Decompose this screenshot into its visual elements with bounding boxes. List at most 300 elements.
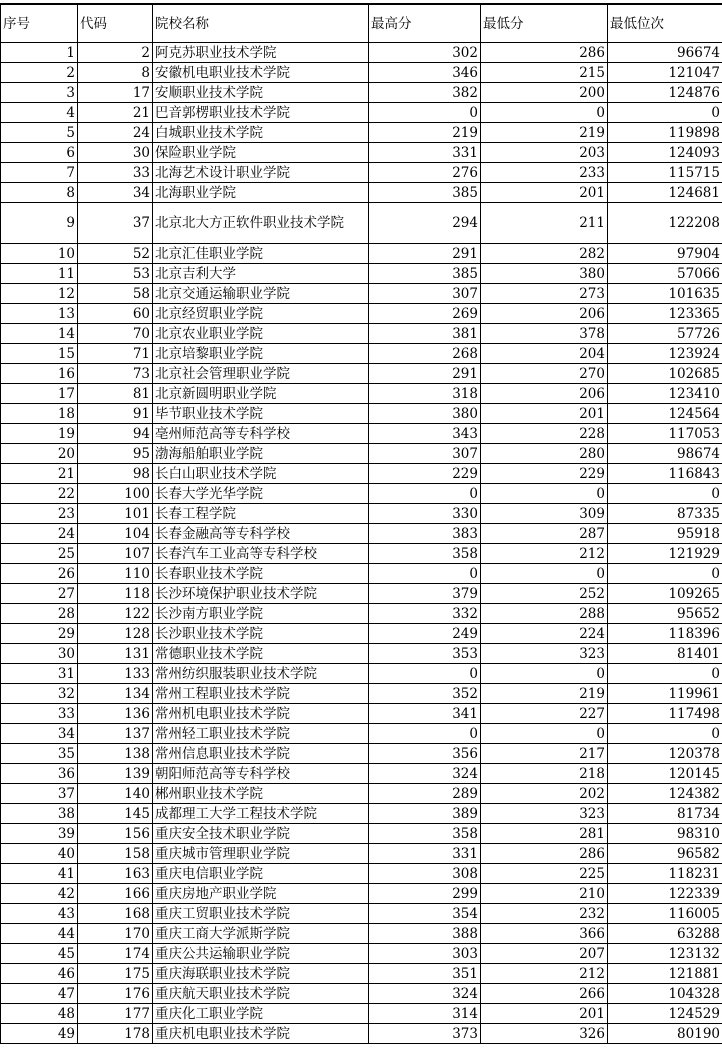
cell-code: 37 — [78, 203, 153, 244]
cell-min-score: 323 — [481, 644, 608, 664]
cell-min-rank: 81401 — [608, 644, 722, 664]
cell-min-score: 288 — [481, 604, 608, 624]
table-row — [1, 284, 722, 304]
cell-min-score: 229 — [481, 464, 608, 484]
cell-school-name: 安徽机电职业技术学院 — [153, 63, 369, 83]
table-row — [1, 203, 722, 244]
cell-code: 71 — [78, 344, 153, 364]
cell-max-score: 229 — [369, 464, 481, 484]
cell-school-name: 重庆公共运输职业学院 — [153, 944, 369, 964]
cell-code: 94 — [78, 424, 153, 444]
cell-code: 139 — [78, 764, 153, 784]
table-row — [1, 784, 722, 804]
cell-min-rank: 57066 — [608, 264, 722, 284]
cell-max-score: 382 — [369, 83, 481, 103]
admission-score-table — [0, 4, 722, 1044]
cell-min-rank: 80190 — [608, 1024, 722, 1044]
table-row — [1, 724, 722, 744]
cell-school-name: 长春金融高等专科学校 — [153, 524, 369, 544]
cell-min-rank: 121929 — [608, 544, 722, 564]
cell-code: 95 — [78, 444, 153, 464]
cell-min-rank: 120378 — [608, 744, 722, 764]
cell-code: 174 — [78, 944, 153, 964]
cell-code: 52 — [78, 244, 153, 264]
cell-school-name: 白城职业技术学院 — [153, 123, 369, 143]
cell-school-name: 重庆城市管理职业学院 — [153, 844, 369, 864]
table-row — [1, 404, 722, 424]
cell-seq: 27 — [1, 584, 78, 604]
table-row — [1, 304, 722, 324]
cell-min-score: 273 — [481, 284, 608, 304]
cell-min-score: 323 — [481, 804, 608, 824]
cell-code: 2 — [78, 43, 153, 63]
cell-seq: 28 — [1, 604, 78, 624]
cell-max-score: 314 — [369, 1004, 481, 1024]
cell-min-score: 204 — [481, 344, 608, 364]
cell-min-rank: 124093 — [608, 143, 722, 163]
cell-seq: 36 — [1, 764, 78, 784]
cell-school-name: 渤海船舶职业学院 — [153, 444, 369, 464]
table-row — [1, 143, 722, 163]
cell-code: 177 — [78, 1004, 153, 1024]
cell-code: 58 — [78, 284, 153, 304]
cell-school-name: 重庆安全技术职业学院 — [153, 824, 369, 844]
cell-seq: 33 — [1, 704, 78, 724]
cell-school-name: 常州工程职业技术学院 — [153, 684, 369, 704]
cell-min-rank: 120145 — [608, 764, 722, 784]
cell-seq: 1 — [1, 43, 78, 63]
table-row — [1, 884, 722, 904]
table-row — [1, 624, 722, 644]
cell-min-score: 224 — [481, 624, 608, 644]
table-row — [1, 163, 722, 183]
cell-school-name: 常德职业技术学院 — [153, 644, 369, 664]
cell-school-name: 重庆机电职业技术学院 — [153, 1024, 369, 1044]
cell-seq: 43 — [1, 904, 78, 924]
cell-min-score: 218 — [481, 764, 608, 784]
cell-min-rank: 0 — [608, 724, 722, 744]
cell-min-score: 0 — [481, 484, 608, 504]
header-min-rank: 最低位次 — [608, 5, 722, 43]
cell-max-score: 219 — [369, 123, 481, 143]
cell-school-name: 安顺职业技术学院 — [153, 83, 369, 103]
header-code: 代码 — [78, 5, 153, 43]
cell-seq: 35 — [1, 744, 78, 764]
cell-code: 131 — [78, 644, 153, 664]
cell-seq: 30 — [1, 644, 78, 664]
cell-min-score: 207 — [481, 944, 608, 964]
table-row — [1, 324, 722, 344]
cell-max-score: 380 — [369, 404, 481, 424]
table-row — [1, 464, 722, 484]
cell-max-score: 389 — [369, 804, 481, 824]
table-row — [1, 744, 722, 764]
cell-code: 156 — [78, 824, 153, 844]
header-row — [1, 5, 722, 43]
cell-max-score: 373 — [369, 1024, 481, 1044]
cell-seq: 45 — [1, 944, 78, 964]
cell-min-rank: 122339 — [608, 884, 722, 904]
cell-code: 107 — [78, 544, 153, 564]
cell-min-rank: 95652 — [608, 604, 722, 624]
cell-max-score: 0 — [369, 564, 481, 584]
cell-code: 138 — [78, 744, 153, 764]
cell-max-score: 303 — [369, 944, 481, 964]
table-row — [1, 524, 722, 544]
cell-code: 53 — [78, 264, 153, 284]
cell-min-score: 206 — [481, 304, 608, 324]
cell-school-name: 常州纺织服装职业技术学院 — [153, 664, 369, 684]
cell-min-score: 233 — [481, 163, 608, 183]
cell-min-rank: 118231 — [608, 864, 722, 884]
cell-min-rank: 98310 — [608, 824, 722, 844]
cell-school-name: 重庆航天职业技术学院 — [153, 984, 369, 1004]
cell-code: 104 — [78, 524, 153, 544]
table-row — [1, 644, 722, 664]
cell-code: 21 — [78, 103, 153, 123]
cell-min-rank: 121881 — [608, 964, 722, 984]
cell-max-score: 268 — [369, 344, 481, 364]
cell-school-name: 重庆工商大学派斯学院 — [153, 924, 369, 944]
cell-min-score: 201 — [481, 404, 608, 424]
cell-seq: 5 — [1, 123, 78, 143]
cell-max-score: 354 — [369, 904, 481, 924]
cell-code: 176 — [78, 984, 153, 1004]
cell-seq: 37 — [1, 784, 78, 804]
cell-school-name: 北京汇佳职业学院 — [153, 244, 369, 264]
cell-min-score: 380 — [481, 264, 608, 284]
cell-min-score: 287 — [481, 524, 608, 544]
table-row — [1, 344, 722, 364]
cell-min-rank: 124564 — [608, 404, 722, 424]
cell-school-name: 重庆工贸职业技术学院 — [153, 904, 369, 924]
cell-max-score: 302 — [369, 43, 481, 63]
cell-school-name: 毕节职业技术学院 — [153, 404, 369, 424]
header-min-score: 最低分 — [481, 5, 608, 43]
cell-min-rank: 96674 — [608, 43, 722, 63]
cell-code: 136 — [78, 704, 153, 724]
table-row — [1, 984, 722, 1004]
cell-school-name: 长春大学光华学院 — [153, 484, 369, 504]
cell-code: 140 — [78, 784, 153, 804]
cell-code: 133 — [78, 664, 153, 684]
cell-min-score: 217 — [481, 744, 608, 764]
cell-max-score: 249 — [369, 624, 481, 644]
cell-school-name: 常州机电职业技术学院 — [153, 704, 369, 724]
cell-seq: 6 — [1, 143, 78, 163]
table-row — [1, 264, 722, 284]
cell-school-name: 重庆海联职业技术学院 — [153, 964, 369, 984]
cell-school-name: 北海艺术设计职业学院 — [153, 163, 369, 183]
cell-max-score: 269 — [369, 304, 481, 324]
table-row — [1, 424, 722, 444]
cell-code: 134 — [78, 684, 153, 704]
cell-min-rank: 116843 — [608, 464, 722, 484]
cell-min-rank: 121047 — [608, 63, 722, 83]
cell-seq: 44 — [1, 924, 78, 944]
cell-min-score: 266 — [481, 984, 608, 1004]
cell-code: 122 — [78, 604, 153, 624]
cell-school-name: 朝阳师范高等专科学校 — [153, 764, 369, 784]
cell-min-rank: 96582 — [608, 844, 722, 864]
cell-min-score: 201 — [481, 1004, 608, 1024]
cell-min-score: 227 — [481, 704, 608, 724]
cell-seq: 17 — [1, 384, 78, 404]
cell-seq: 13 — [1, 304, 78, 324]
cell-max-score: 291 — [369, 244, 481, 264]
cell-seq: 8 — [1, 183, 78, 203]
cell-min-score: 215 — [481, 63, 608, 83]
table-row — [1, 1004, 722, 1024]
cell-code: 118 — [78, 584, 153, 604]
cell-max-score: 276 — [369, 163, 481, 183]
cell-min-score: 228 — [481, 424, 608, 444]
cell-school-name: 常州轻工职业技术学院 — [153, 724, 369, 744]
cell-seq: 19 — [1, 424, 78, 444]
cell-seq: 29 — [1, 624, 78, 644]
cell-min-rank: 124529 — [608, 1004, 722, 1024]
cell-code: 100 — [78, 484, 153, 504]
header-max-score: 最高分 — [369, 5, 481, 43]
cell-min-score: 270 — [481, 364, 608, 384]
cell-seq: 14 — [1, 324, 78, 344]
cell-min-rank: 119961 — [608, 684, 722, 704]
cell-min-rank: 101635 — [608, 284, 722, 304]
cell-code: 178 — [78, 1024, 153, 1044]
cell-code: 137 — [78, 724, 153, 744]
cell-school-name: 重庆电信职业学院 — [153, 864, 369, 884]
cell-min-rank: 81734 — [608, 804, 722, 824]
cell-max-score: 385 — [369, 183, 481, 203]
table-row — [1, 544, 722, 564]
cell-seq: 47 — [1, 984, 78, 1004]
cell-code: 166 — [78, 884, 153, 904]
cell-max-score: 381 — [369, 324, 481, 344]
cell-min-score: 286 — [481, 844, 608, 864]
cell-min-score: 219 — [481, 123, 608, 143]
cell-min-rank: 117053 — [608, 424, 722, 444]
cell-min-score: 201 — [481, 183, 608, 203]
cell-school-name: 长沙南方职业学院 — [153, 604, 369, 624]
cell-min-rank: 87335 — [608, 504, 722, 524]
cell-min-score: 210 — [481, 884, 608, 904]
cell-max-score: 332 — [369, 604, 481, 624]
cell-max-score: 352 — [369, 684, 481, 704]
cell-min-score: 252 — [481, 584, 608, 604]
cell-max-score: 388 — [369, 924, 481, 944]
cell-max-score: 0 — [369, 664, 481, 684]
cell-min-rank: 63288 — [608, 924, 722, 944]
cell-code: 81 — [78, 384, 153, 404]
table-row — [1, 83, 722, 103]
cell-min-score: 203 — [481, 143, 608, 163]
cell-min-rank: 117498 — [608, 704, 722, 724]
cell-max-score: 318 — [369, 384, 481, 404]
table-row — [1, 103, 722, 123]
cell-max-score: 0 — [369, 484, 481, 504]
table-row — [1, 444, 722, 464]
cell-max-score: 307 — [369, 444, 481, 464]
cell-seq: 18 — [1, 404, 78, 424]
cell-min-rank: 95918 — [608, 524, 722, 544]
cell-code: 170 — [78, 924, 153, 944]
table-row — [1, 584, 722, 604]
table-row — [1, 824, 722, 844]
cell-min-score: 212 — [481, 544, 608, 564]
cell-school-name: 北京北大方正软件职业技术学院 — [153, 203, 369, 244]
cell-school-name: 北海职业学院 — [153, 183, 369, 203]
table-row — [1, 244, 722, 264]
table-row — [1, 504, 722, 524]
cell-seq: 23 — [1, 504, 78, 524]
cell-school-name: 巴音郭楞职业技术学院 — [153, 103, 369, 123]
cell-school-name: 常州信息职业技术学院 — [153, 744, 369, 764]
cell-school-name: 长春职业技术学院 — [153, 564, 369, 584]
cell-max-score: 299 — [369, 884, 481, 904]
cell-seq: 24 — [1, 524, 78, 544]
cell-min-score: 219 — [481, 684, 608, 704]
cell-min-score: 326 — [481, 1024, 608, 1044]
cell-min-score: 280 — [481, 444, 608, 464]
table-row — [1, 664, 722, 684]
cell-school-name: 亳州师范高等专科学校 — [153, 424, 369, 444]
table-row — [1, 684, 722, 704]
cell-max-score: 294 — [369, 203, 481, 244]
cell-school-name: 长春工程学院 — [153, 504, 369, 524]
cell-code: 98 — [78, 464, 153, 484]
cell-min-score: 286 — [481, 43, 608, 63]
cell-min-rank: 119898 — [608, 123, 722, 143]
cell-seq: 46 — [1, 964, 78, 984]
cell-min-rank: 0 — [608, 484, 722, 504]
table-row — [1, 844, 722, 864]
cell-min-score: 211 — [481, 203, 608, 244]
cell-school-name: 北京社会管理职业学院 — [153, 364, 369, 384]
cell-min-score: 225 — [481, 864, 608, 884]
cell-code: 34 — [78, 183, 153, 203]
table-row — [1, 704, 722, 724]
cell-min-rank: 0 — [608, 664, 722, 684]
cell-school-name: 北京新圆明职业学院 — [153, 384, 369, 404]
cell-seq: 49 — [1, 1024, 78, 1044]
cell-seq: 7 — [1, 163, 78, 183]
table-row — [1, 604, 722, 624]
cell-code: 91 — [78, 404, 153, 424]
cell-min-score: 0 — [481, 664, 608, 684]
table-row — [1, 484, 722, 504]
cell-code: 8 — [78, 63, 153, 83]
cell-code: 17 — [78, 83, 153, 103]
cell-max-score: 0 — [369, 103, 481, 123]
cell-school-name: 保险职业学院 — [153, 143, 369, 163]
header-school-name: 院校名称 — [153, 5, 369, 43]
cell-school-name: 北京交通运输职业学院 — [153, 284, 369, 304]
cell-seq: 42 — [1, 884, 78, 904]
header-seq: 序号 — [1, 5, 78, 43]
cell-max-score: 307 — [369, 284, 481, 304]
cell-code: 175 — [78, 964, 153, 984]
table-row — [1, 804, 722, 824]
cell-max-score: 341 — [369, 704, 481, 724]
cell-min-rank: 124876 — [608, 83, 722, 103]
cell-max-score: 385 — [369, 264, 481, 284]
cell-min-score: 309 — [481, 504, 608, 524]
table-row — [1, 183, 722, 203]
cell-seq: 39 — [1, 824, 78, 844]
cell-school-name: 长白山职业技术学院 — [153, 464, 369, 484]
cell-code: 145 — [78, 804, 153, 824]
cell-min-score: 378 — [481, 324, 608, 344]
cell-min-score: 281 — [481, 824, 608, 844]
cell-school-name: 北京培黎职业学院 — [153, 344, 369, 364]
cell-seq: 11 — [1, 264, 78, 284]
cell-min-score: 0 — [481, 103, 608, 123]
table-row — [1, 1024, 722, 1044]
cell-min-score: 0 — [481, 724, 608, 744]
cell-code: 73 — [78, 364, 153, 384]
cell-max-score: 324 — [369, 984, 481, 1004]
cell-school-name: 重庆房地产职业学院 — [153, 884, 369, 904]
table-row — [1, 63, 722, 83]
cell-max-score: 308 — [369, 864, 481, 884]
cell-code: 168 — [78, 904, 153, 924]
cell-seq: 25 — [1, 544, 78, 564]
cell-seq: 16 — [1, 364, 78, 384]
cell-code: 60 — [78, 304, 153, 324]
cell-school-name: 成都理工大学工程技术学院 — [153, 804, 369, 824]
cell-min-score: 206 — [481, 384, 608, 404]
cell-min-rank: 104328 — [608, 984, 722, 1004]
cell-min-rank: 98674 — [608, 444, 722, 464]
cell-max-score: 0 — [369, 724, 481, 744]
cell-min-score: 282 — [481, 244, 608, 264]
cell-max-score: 289 — [369, 784, 481, 804]
cell-min-rank: 0 — [608, 564, 722, 584]
cell-max-score: 351 — [369, 964, 481, 984]
cell-min-rank: 124681 — [608, 183, 722, 203]
cell-seq: 10 — [1, 244, 78, 264]
cell-max-score: 343 — [369, 424, 481, 444]
cell-max-score: 379 — [369, 584, 481, 604]
cell-min-rank: 118396 — [608, 624, 722, 644]
cell-max-score: 346 — [369, 63, 481, 83]
cell-code: 158 — [78, 844, 153, 864]
cell-min-score: 232 — [481, 904, 608, 924]
cell-seq: 26 — [1, 564, 78, 584]
table-row — [1, 384, 722, 404]
cell-school-name: 阿克苏职业技术学院 — [153, 43, 369, 63]
cell-min-rank: 123924 — [608, 344, 722, 364]
cell-school-name: 长沙职业技术学院 — [153, 624, 369, 644]
cell-seq: 22 — [1, 484, 78, 504]
cell-seq: 40 — [1, 844, 78, 864]
cell-min-rank: 123365 — [608, 304, 722, 324]
cell-min-rank: 123132 — [608, 944, 722, 964]
table-row — [1, 764, 722, 784]
cell-code: 110 — [78, 564, 153, 584]
cell-code: 30 — [78, 143, 153, 163]
table-row — [1, 964, 722, 984]
cell-min-score: 202 — [481, 784, 608, 804]
cell-seq: 48 — [1, 1004, 78, 1024]
cell-max-score: 358 — [369, 824, 481, 844]
cell-code: 101 — [78, 504, 153, 524]
cell-seq: 4 — [1, 103, 78, 123]
table-row — [1, 864, 722, 884]
cell-school-name: 长春汽车工业高等专科学校 — [153, 544, 369, 564]
cell-seq: 20 — [1, 444, 78, 464]
cell-max-score: 383 — [369, 524, 481, 544]
